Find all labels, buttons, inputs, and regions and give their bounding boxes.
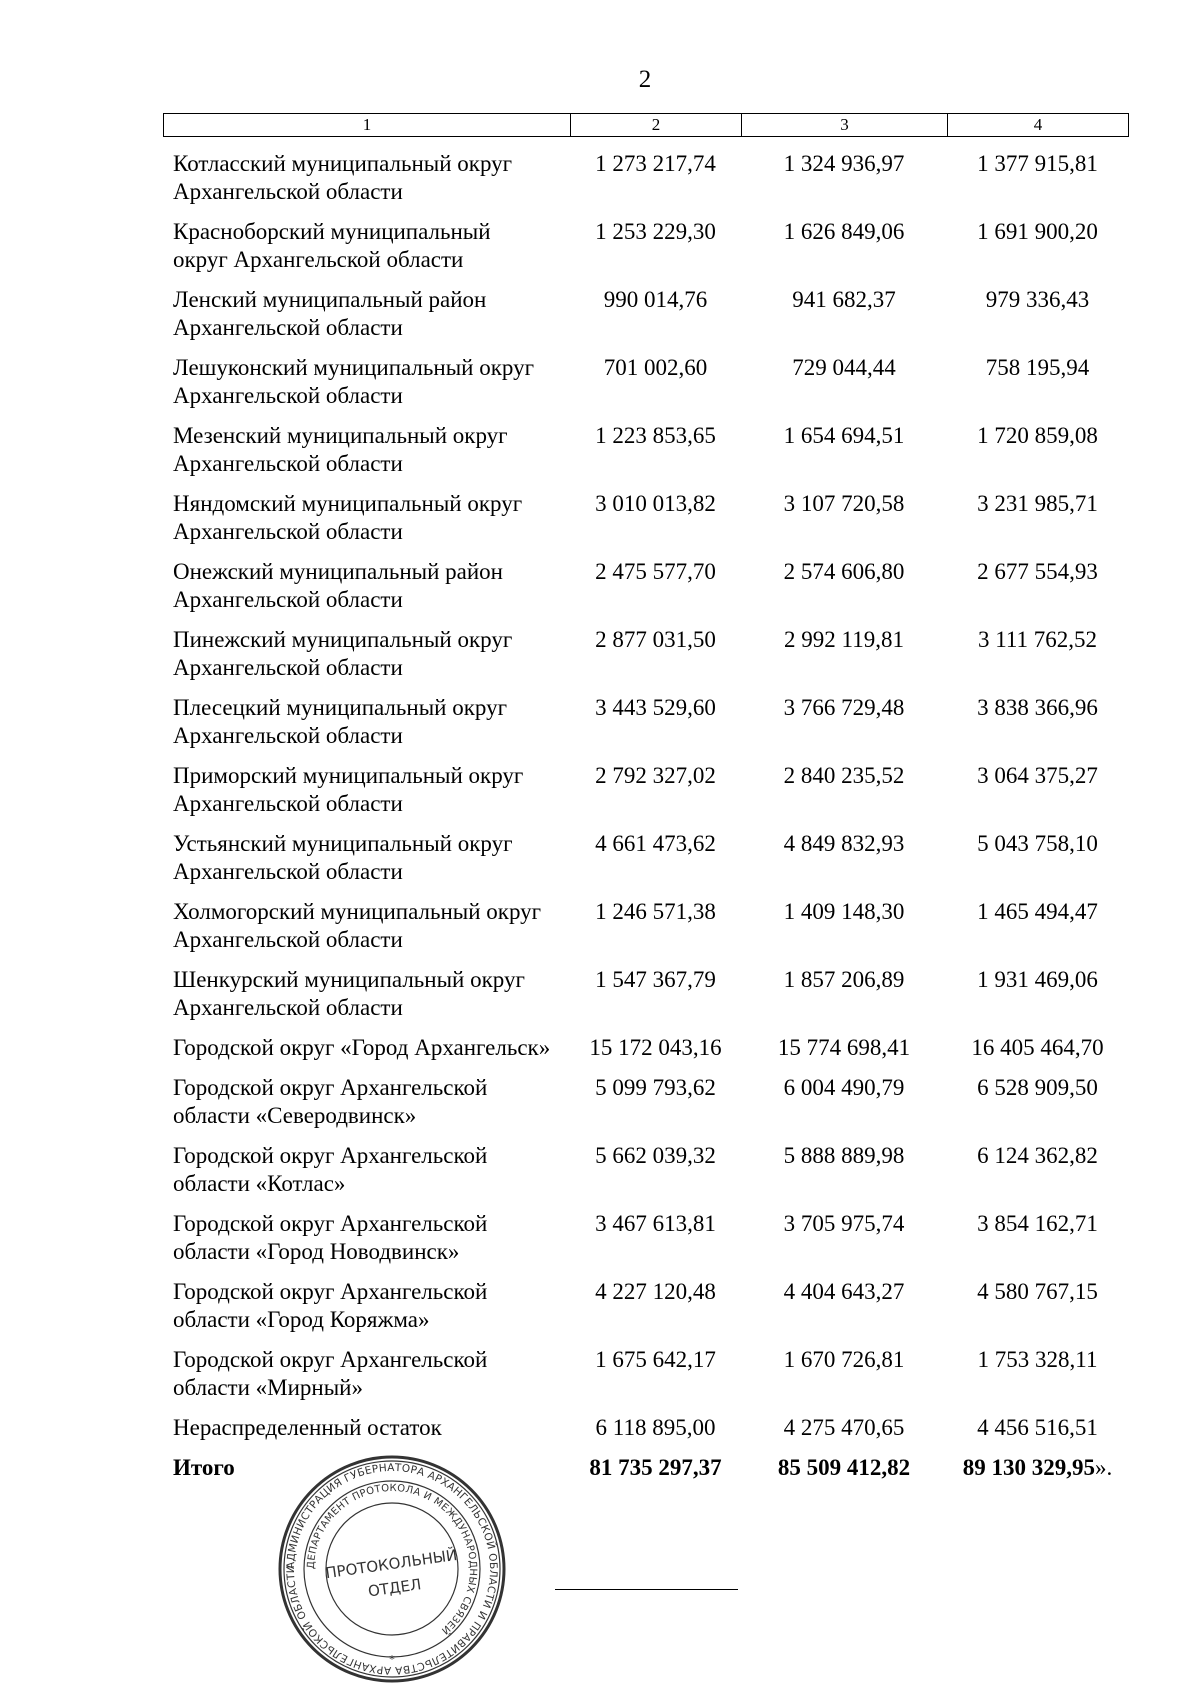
- value-cell-col2: 1 253 229,30: [595, 219, 716, 244]
- signature-line: [555, 1589, 738, 1590]
- stamp-center-line2: ОТДЕЛ: [366, 1575, 423, 1601]
- value-cell-col3: 1 409 148,30: [783, 899, 905, 924]
- value-cell-col4: 3 838 366,96: [977, 695, 1098, 720]
- value-cell-col2: 15 172 043,16: [589, 1035, 722, 1060]
- table-row: [163, 1414, 1128, 1454]
- total-value-col2: 81 735 297,37: [589, 1455, 722, 1480]
- value-cell-col2: 5 099 793,62: [595, 1075, 716, 1100]
- value-cell-col3: 5 888 889,98: [783, 1143, 905, 1168]
- municipality-name-line2: Архангельской области: [173, 791, 403, 816]
- value-cell-col2: 2 792 327,02: [595, 763, 716, 788]
- municipality-name-line2: Архангельской области: [173, 859, 403, 884]
- value-cell-col4: 2 677 554,93: [977, 559, 1098, 584]
- protocol-department-stamp: [276, 1453, 508, 1685]
- municipality-name-line1: Ленский муниципальный район: [173, 287, 487, 312]
- budget-table: [163, 150, 1128, 1494]
- value-cell-col3: 941 682,37: [792, 287, 896, 312]
- value-cell-col4: 1 377 915,81: [977, 151, 1098, 176]
- value-cell-col2: 990 014,76: [603, 287, 708, 312]
- municipality-name-cell: [163, 286, 570, 354]
- value-cell-col4: 5 043 758,10: [977, 831, 1098, 856]
- value-cell-col4: 3 231 985,71: [977, 491, 1098, 516]
- value-cell-col3: 1 324 936,97: [783, 151, 905, 176]
- municipality-name-cell: [163, 422, 570, 490]
- table-row: [163, 218, 1128, 286]
- municipality-name-line1: Онежский муниципальный район: [173, 559, 503, 584]
- municipality-name-cell: [163, 830, 570, 898]
- table-row: [163, 1074, 1128, 1142]
- municipality-name-line2: области «Город Коряжма»: [173, 1307, 430, 1332]
- table-row: [163, 286, 1128, 354]
- table-row: [163, 1142, 1128, 1210]
- value-cell-col4: 3 111 762,52: [977, 627, 1098, 652]
- municipality-name-cell: [163, 1414, 570, 1454]
- value-cell-col2: 3 443 529,60: [595, 695, 716, 720]
- municipality-name-line2: области «Котлас»: [173, 1171, 346, 1196]
- municipality-name-cell: [163, 898, 570, 966]
- value-cell-col4: 3 064 375,27: [977, 763, 1098, 788]
- value-cell-col3: 4 275 470,65: [783, 1415, 905, 1440]
- municipality-name-line2: Архангельской области: [173, 451, 403, 476]
- value-cell-col4: 16 405 464,70: [971, 1035, 1104, 1060]
- municipality-name-line1: Городской округ Архангельской: [173, 1075, 488, 1100]
- value-cell-col4: 1 931 469,06: [977, 967, 1098, 992]
- value-cell-col3: 1 670 726,81: [783, 1347, 905, 1372]
- value-cell-col2: 1 547 367,79: [595, 967, 716, 992]
- stamp-center-line1: ПРОТОКОЛЬНЫЙ: [324, 1545, 459, 1583]
- value-cell-col3: 2 840 235,52: [783, 763, 905, 788]
- municipality-name-line1: Городской округ Архангельской: [173, 1279, 488, 1304]
- value-cell-col4: 3 854 162,71: [977, 1211, 1098, 1236]
- municipality-name-cell: [163, 762, 570, 830]
- column-header-4: 4: [948, 114, 1129, 137]
- municipality-name-line2: области «Город Новодвинск»: [173, 1239, 460, 1264]
- municipality-name-line2: области «Мирный»: [173, 1375, 363, 1400]
- value-cell-col4: 1 720 859,08: [977, 423, 1098, 448]
- table-row: [163, 626, 1128, 694]
- total-value-col4: 89 130 329,95: [962, 1455, 1095, 1480]
- value-cell-col4: 6 528 909,50: [977, 1075, 1098, 1100]
- municipality-name-line2: округ Архангельской области: [173, 247, 464, 272]
- value-cell-col4: 6 124 362,82: [977, 1143, 1098, 1168]
- municipality-name-line1: Нераспределенный остаток: [173, 1415, 442, 1440]
- column-number-header: [163, 113, 1129, 137]
- value-cell-col4: 1 691 900,20: [977, 219, 1098, 244]
- value-cell-col3: 3 766 729,48: [783, 695, 905, 720]
- value-cell-col4: 4 580 767,15: [977, 1279, 1098, 1304]
- value-cell-col4: 4 456 516,51: [977, 1415, 1098, 1440]
- table-row: [163, 422, 1128, 490]
- value-cell-col3: 2 574 606,80: [783, 559, 905, 584]
- table-row: [163, 150, 1128, 218]
- value-cell-col2: 2 877 031,50: [595, 627, 716, 652]
- table-row: [163, 558, 1128, 626]
- municipality-name-cell: [163, 1346, 570, 1414]
- municipality-name-line1: Городской округ Архангельской: [173, 1211, 488, 1236]
- municipality-name-cell: [163, 490, 570, 558]
- table-row: [163, 490, 1128, 558]
- municipality-name-cell: [163, 1074, 570, 1142]
- municipality-name-line1: Шенкурский муниципальный округ: [173, 967, 525, 992]
- table-row: [163, 1034, 1128, 1074]
- municipality-name-line1: Городской округ Архангельской: [173, 1143, 488, 1168]
- municipality-name-cell: [163, 694, 570, 762]
- municipality-name-cell: [163, 1278, 570, 1346]
- table-row: [163, 898, 1128, 966]
- municipality-name-line2: Архангельской области: [173, 927, 403, 952]
- municipality-name-cell: [163, 1034, 570, 1074]
- municipality-name-line1: Приморский муниципальный округ: [173, 763, 524, 788]
- stamp-middle-text: ДЕПАРТАМЕНТ ПРОТОКОЛА И МЕЖДУНАРОДНЫХ СВЯЗЕЙ: [305, 1482, 479, 1636]
- value-cell-col3: 15 774 698,41: [777, 1035, 911, 1060]
- municipality-name-line2: Архангельской области: [173, 519, 403, 544]
- value-cell-col3: 4 849 832,93: [783, 831, 905, 856]
- municipality-name-cell: [163, 558, 570, 626]
- value-cell-col3: 4 404 643,27: [783, 1279, 905, 1304]
- total-value-col4-cell: [947, 1454, 1128, 1494]
- column-header-2: 2: [571, 114, 742, 137]
- column-header-3: 3: [742, 114, 948, 137]
- value-cell-col4: 1 465 494,47: [977, 899, 1098, 924]
- value-cell-col3: 1 857 206,89: [783, 967, 905, 992]
- table-row: [163, 694, 1128, 762]
- municipality-name-line1: Устьянский муниципальный округ: [173, 831, 513, 856]
- value-cell-col2: 6 118 895,00: [595, 1415, 716, 1440]
- municipality-name-cell: [163, 218, 570, 286]
- header-row: [164, 114, 1129, 137]
- value-cell-col4: 758 195,94: [985, 355, 1090, 380]
- column-header-1: 1: [164, 114, 571, 137]
- value-cell-col3: 3 107 720,58: [783, 491, 905, 516]
- value-cell-col3: 729 044,44: [792, 355, 896, 380]
- municipality-name-line1: Няндомский муниципальный округ: [173, 491, 523, 516]
- municipality-name-line2: Архангельской области: [173, 995, 403, 1020]
- value-cell-col3: 1 654 694,51: [783, 423, 905, 448]
- value-cell-col2: 2 475 577,70: [595, 559, 716, 584]
- municipality-name-line1: Плесецкий муниципальный округ: [173, 695, 508, 720]
- municipality-name-cell: [163, 966, 570, 1034]
- value-cell-col3: 2 992 119,81: [784, 627, 904, 652]
- municipality-name-cell: [163, 150, 570, 218]
- municipality-name-line2: области «Северодвинск»: [173, 1103, 417, 1128]
- municipality-name-cell: [163, 1210, 570, 1278]
- page-number: 2: [638, 66, 652, 93]
- closing-quote-suffix: ».: [1095, 1455, 1113, 1480]
- value-cell-col2: 1 246 571,38: [595, 899, 716, 924]
- stamp-star-icon: *: [389, 1653, 395, 1666]
- total-value-col3: 85 509 412,82: [777, 1455, 911, 1480]
- municipality-name-line2: Архангельской области: [173, 315, 403, 340]
- municipality-name-line1: Холмогорский муниципальный округ: [173, 899, 542, 924]
- municipality-name-cell: [163, 626, 570, 694]
- table-row: [163, 1210, 1128, 1278]
- municipality-name-line1: Городской округ «Город Архангельск»: [173, 1035, 551, 1060]
- municipality-name-line1: Лешуконский муниципальный округ: [173, 355, 535, 380]
- value-cell-col3: 3 705 975,74: [783, 1211, 905, 1236]
- value-cell-col4: 979 336,43: [985, 287, 1090, 312]
- value-cell-col2: 1 675 642,17: [595, 1347, 716, 1372]
- municipality-name-line2: Архангельской области: [173, 723, 403, 748]
- total-label: Итого: [173, 1455, 235, 1480]
- table-row: [163, 966, 1128, 1034]
- municipality-name-line1: Городской округ Архангельской: [173, 1347, 488, 1372]
- municipality-name-line1: Котласский муниципальный округ: [173, 151, 513, 176]
- table-row: [163, 1278, 1128, 1346]
- municipality-name-cell: [163, 1142, 570, 1210]
- municipality-name-line1: Пинежский муниципальный округ: [173, 627, 513, 652]
- value-cell-col2: 1 273 217,74: [595, 151, 716, 176]
- value-cell-col3: 6 004 490,79: [783, 1075, 905, 1100]
- table-row: [163, 830, 1128, 898]
- table-row: [163, 354, 1128, 422]
- value-cell-col2: 4 227 120,48: [595, 1279, 716, 1304]
- table-row: [163, 1346, 1128, 1414]
- value-cell-col2: 701 002,60: [603, 355, 708, 380]
- table-row: [163, 762, 1128, 830]
- municipality-name-line2: Архангельской области: [173, 383, 403, 408]
- value-cell-col3: 1 626 849,06: [783, 219, 905, 244]
- value-cell-col2: 4 661 473,62: [595, 831, 716, 856]
- value-cell-col2: 1 223 853,65: [595, 423, 716, 448]
- value-cell-col4: 1 753 328,11: [977, 1347, 1098, 1372]
- value-cell-col2: 5 662 039,32: [595, 1143, 716, 1168]
- municipality-name-line2: Архангельской области: [173, 587, 403, 612]
- municipality-name-line1: Мезенский муниципальный округ: [173, 423, 508, 448]
- municipality-name-line2: Архангельской области: [173, 655, 403, 680]
- municipality-name-line2: Архангельской области: [173, 179, 403, 204]
- stamp-outer-text: АДМИНИСТРАЦИЯ ГУБЕРНАТОРА АРХАНГЕЛЬСКОЙ ОБЛАСТИ И ПРАВИТЕЛЬСТВА АРХАНГЕЛЬСКОЙ ОБЛАСТИ: [284, 1461, 500, 1677]
- value-cell-col2: 3 010 013,82: [595, 491, 716, 516]
- value-cell-col2: 3 467 613,81: [595, 1211, 716, 1236]
- municipality-name-cell: [163, 354, 570, 422]
- municipality-name-line1: Красноборский муниципальный: [173, 219, 491, 244]
